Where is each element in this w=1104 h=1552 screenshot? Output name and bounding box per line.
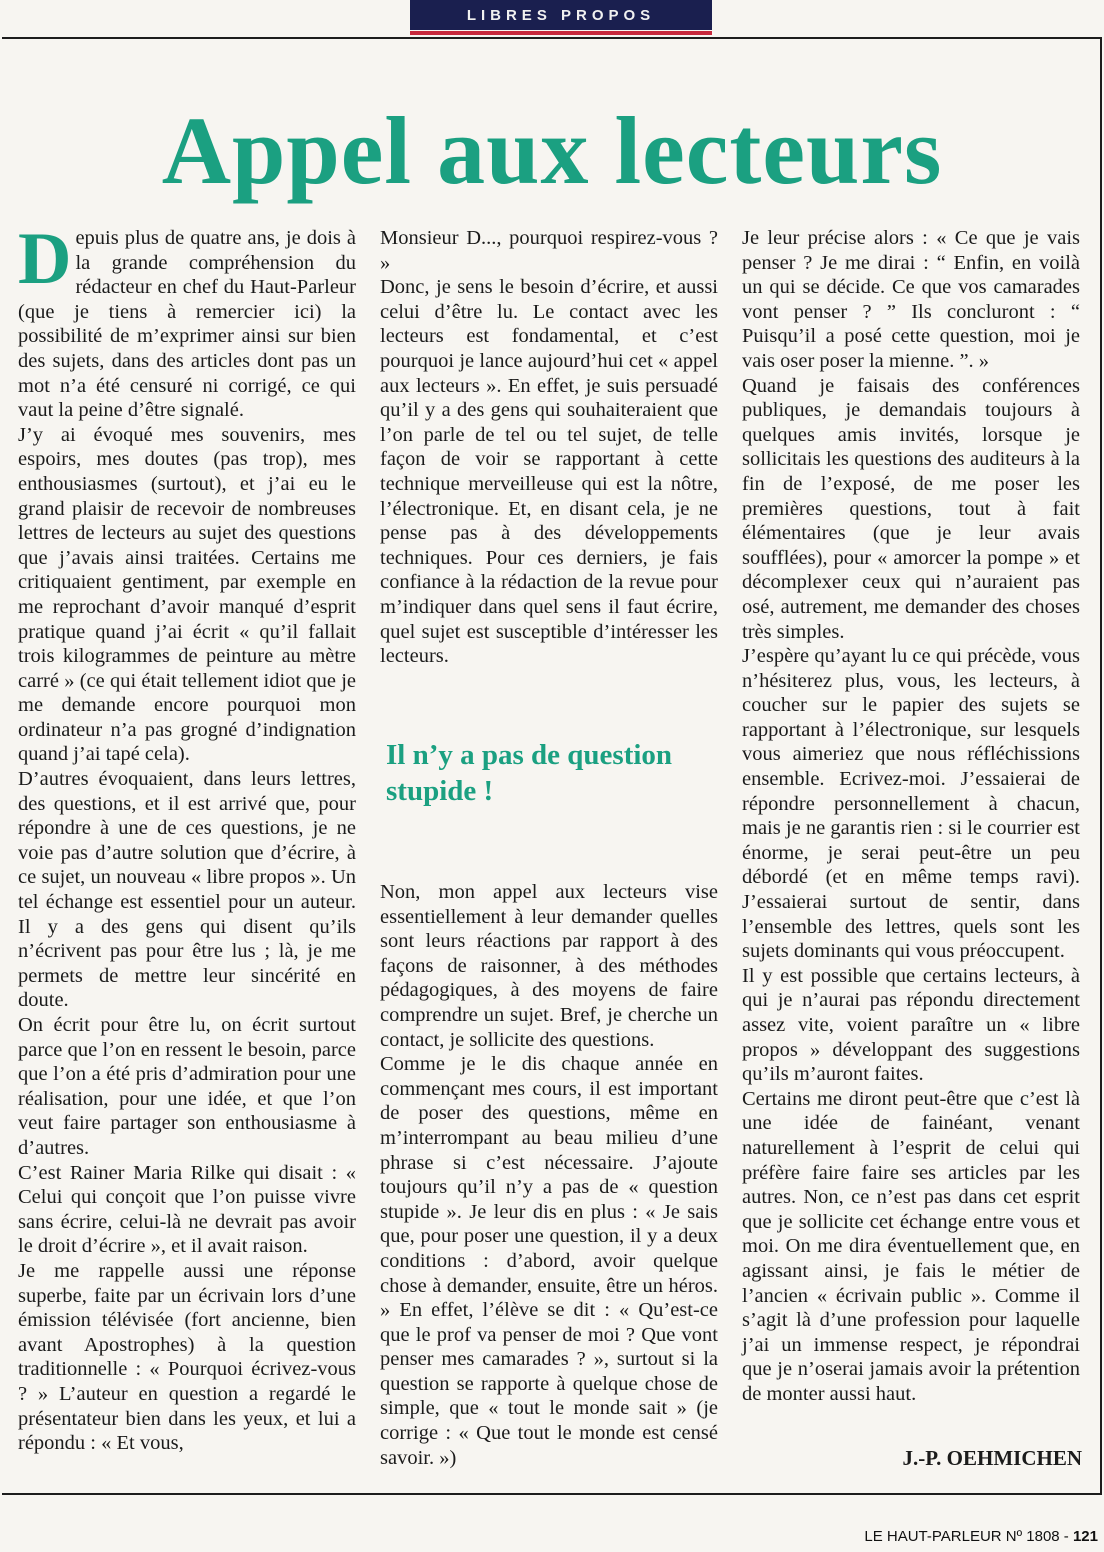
drop-cap: D	[18, 218, 72, 300]
paragraph: Non, mon appel aux lecteurs vise essentiellement à leur demander quelles sont leurs réactions par rapport à des façons de raisonner, à des méthodes pédagogiques, à des moyens de faire comprendre un sujet. Bref, je cherche un contact, je sollicite des questions.	[380, 881, 718, 1051]
column-3	[742, 226, 1080, 1407]
paragraph: Donc, je sens le besoin d’écrire, et aussi celui d’être lu. Le contact avec les lecteurs est fondamental, et c’est pourquoi je lance aujourd’hui cet « appel aux lecteurs ». En effet, je suis persuadé qu’il y a des gens qui souhaiteraient que l’on parle de tel ou tel sujet, de telle façon de voir se rapportant à cette technique merveilleuse qui est la nôtre, l’électronique. Et, en disant cela, je ne pense pas à des développements techniques. Pour ces derniers, je fais confiance à la rédaction de la revue pour m’indiquer dans quel sens il faut écrire, quel sujet est susceptible d’intéresser les lecteurs.	[380, 276, 718, 668]
column-1	[18, 218, 356, 1456]
publication-name: LE HAUT-PARLEUR Nº 1808 -	[864, 1528, 1073, 1545]
paragraph: J’y ai évoqué mes souvenirs, mes espoirs, mes doutes (pas trop), mes enthousiasmes (surtout), et j’ai eu le grand plaisir de recevoir de nombreuses lettres de lecteurs au sujet des questions que j’avais ainsi traitées. Certains me critiquaient gentiment, par exemple en me reprochant d’avoir manqué d’esprit pratique quand j’ai écrit « qu’il fallait trois kilogrammes de peinture au mètre carré » (ce qui était tellement idiot que je me demande encore pourquoi mon ordinateur n’a pas grogné d’indignation quand j’ai tapé cela).	[18, 423, 356, 766]
column-2-top	[380, 226, 718, 669]
article-title: Appel aux lecteurs	[161, 97, 943, 204]
section-label: LIBRES PROPOS	[466, 6, 656, 24]
paragraph: Depuis plus de quatre ans, je dois à la grande compréhension du rédacteur en chef du Haut-Parleur (que je tiens à remercier ici) la possibilité de m’exprimer ainsi sur bien des sujets, dans des articles dont pas un mot n’a été censuré ni corrigé, ce qui vaut la peine d’être signalé.	[18, 218, 356, 422]
paragraph: Je me rappelle aussi une réponse superbe, faite par un écrivain lors d’une émission télévisée (fort ancienne, bien avant Apostrophes) à la question traditionnelle : « Pourquoi écrivez-vous ? » L’auteur en question a regardé le présentateur bien dans les yeux, et lui a répondu : « Et vous,	[18, 1259, 356, 1455]
paragraph: On écrit pour être lu, on écrit surtout parce que l’on en ressent le besoin, parce que l’on a été pris d’admiration pour une réalisation, pour une idée, et que l’on veut faire partager son enthousiasme à d’autres.	[18, 1014, 356, 1159]
paragraph: Je leur précise alors : « Ce que je vais penser ? Je me dirai : “ Enfin, en voilà un qui se décide. Ce que vos camarades vont penser ? ” Ils concluront : “ Puisqu’il a posé cette question, moi je vais oser poser la mienne. ”. »	[742, 227, 1080, 372]
paragraph: Comme je le dis chaque année en commençant mes cours, il est important de poser des questions, même en m’interrompant au beau milieu d’une phrase si c’est nécessaire. J’ajoute toujours qu’il n’y a pas de « question stupide ». Je leur dis en plus : « Je sais que, pour poser une question, il y a deux conditions : d’abord, avoir quelque chose à demander, ensuite, être un héros. » En effet, l’élève se dit : « Qu’est-ce que le prof va penser de moi ? Que vont penser mes camarades ? », surtout si la question se rapporte à quelque chose de simple, que « tout le monde sait » (je corrige : « Que tout le monde est censé savoir. »)	[380, 1053, 718, 1469]
paragraph: C’est Rainer Maria Rilke qui disait : « Celui qui conçoit que l’on puisse vivre sans écrire, celui-là ne devrait pas avoir le droit d’écrire », et il avait raison.	[18, 1161, 356, 1258]
column-2-bottom	[380, 880, 718, 1470]
paragraph: J’espère qu’ayant lu ce qui précède, vous n’hésiterez plus, vous, les lecteurs, à coucher sur le papier des sujets se rapportant à l’électronique, sur lesquels vous aimeriez que nous réfléchissions ensemble. Ecrivez-moi. J’essaierai de répondre personnellement à chacun, mais je ne garantis rien : si le courrier est énorme, je serai peut-être un peu débordé (et en même temps ravi). J’essaierai surtout de sentir, dans l’ensemble des lettres, quels sont les sujets dominants qui vous préoccupent.	[742, 645, 1080, 963]
paragraph: Certains me diront peut-être que c’est là une idée de fainéant, venant naturellement à l’esprit de celui qui préfère faire faire ses articles par les autres. Non, ce n’est pas dans cet esprit que je sollicite cet échange entre vous et moi. On me dira éventuellement que, en agissant ainsi, je fais le métier de l’ancien « écrivain public ». Comme il s’agit là d’une profession pour laquelle j’ai un immense respect, je répondrai que je n’oserai jamais avoir la prétention de monter aussi haut.	[742, 1087, 1080, 1405]
section-tab	[410, 0, 712, 30]
page-number: 121	[1072, 1528, 1098, 1545]
page-footer	[864, 1528, 1098, 1545]
subheading: Il n’y a pas de question stupide !	[386, 739, 673, 807]
paragraph: D’autres évoquaient, dans leurs lettres, des questions, et il est arrivé que, pour répondre à une de ces questions, je ne voie pas d’autre solution que d’écrire, à ce sujet, un nouveau « libre propos ». Un tel échange est essentiel pour un auteur. Il y a des gens qui disent qu’ils n’écrivent pas pour être lus ; là, je me permets de mettre leur sincérité en doute.	[18, 768, 356, 1012]
paragraph: Il y est possible que certains lecteurs, à qui je n’aurai pas répondu directement assez vite, voient paraître un « libre propos » développant des suggestions qu’ils m’auront faites.	[742, 964, 1080, 1086]
author-signature: J.-P. OEHMICHEN	[902, 1446, 1082, 1470]
paragraph: Quand je faisais des conférences publiques, je demandais toujours à quelques amis invités, lorsque je sollicitais les questions des auditeurs à la fin de l’exposé, de me poser les premières questions, tout à fait élémentaires (que je leur avais soufflées), pour « amorcer la pompe » et décomplexer ceux qui n’auraient pas osé, autrement, me demander des choses très simples.	[742, 374, 1080, 643]
paragraph: Monsieur D..., pourquoi respirez-vous ? »	[380, 227, 718, 274]
